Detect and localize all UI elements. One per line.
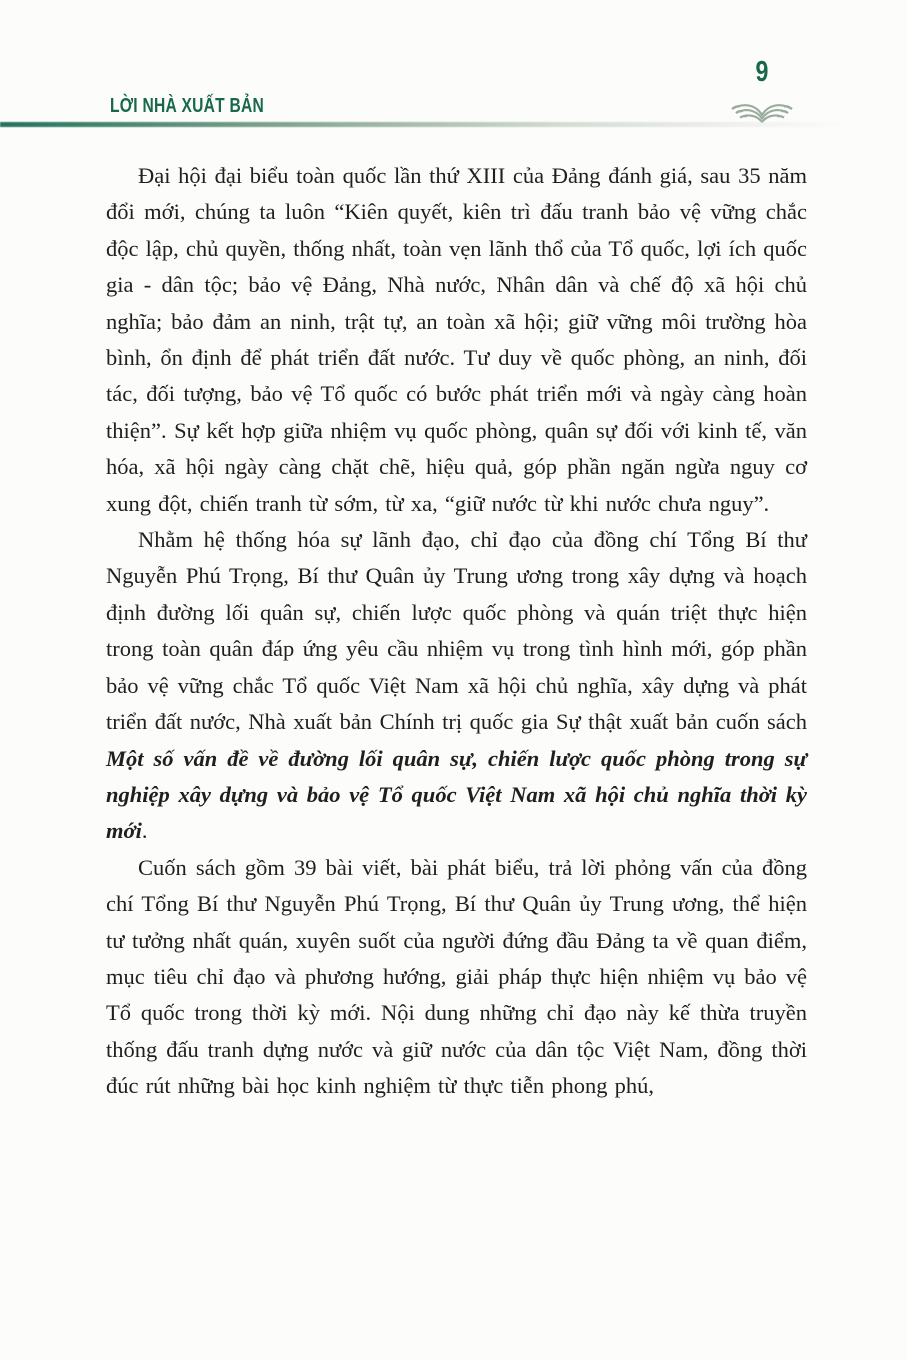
book-title: Một số vấn đề về đường lối quân sự, chiến lược quốc phòng trong sự nghiệp xây dựng và bảo vệ Tổ quốc Việt Nam xã hội chủ nghĩa thời kỳ mới — [106, 745, 807, 844]
page-body — [106, 158, 807, 1105]
page-number: 9 — [755, 56, 769, 88]
paragraph-1: Đại hội đại biểu toàn quốc lần thứ XIII của Đảng đánh giá, sau 35 năm đổi mới, chúng ta luôn “Kiên quyết, kiên trì đấu tranh bảo vệ vững chắc độc lập, chủ quyền, thống nhất, toàn vẹn lãnh thổ của Tổ quốc, lợi ích quốc gia - dân tộc; bảo vệ Đảng, Nhà nước, Nhân dân và chế độ xã hội chủ nghĩa; bảo đảm an ninh, trật tự, an toàn xã hội; giữ vững môi trường hòa bình, ổn định để phát triển đất nước. Tư duy về quốc phòng, an ninh, đối tác, đối tượng, bảo vệ Tổ quốc có bước phát triển mới và ngày càng hoàn thiện”. Sự kết hợp giữa nhiệm vụ quốc phòng, quân sự đối với kinh tế, văn hóa, xã hội ngày càng chặt chẽ, hiệu quả, góp phần ngăn ngừa nguy cơ xung đột, chiến tranh từ sớm, từ xa, “giữ nước từ khi nước chưa nguy”. — [106, 163, 807, 516]
paragraph-2-lead: Nhằm hệ thống hóa sự lãnh đạo, chỉ đạo của đồng chí Tổng Bí thư Nguyễn Phú Trọng, Bí thư Quân ủy Trung ương trong xây dựng và hoạch định đường lối quân sự, chiến lược quốc phòng và quán triệt thực hiện trong toàn quân đáp ứng yêu cầu nhiệm vụ trong tình hình mới, góp phần bảo vệ vững chắc Tổ quốc Việt Nam xã hội chủ nghĩa, xây dựng và phát triển đất nước, Nhà xuất bản Chính trị quốc gia Sự thật xuất bản cuốn sách — [106, 527, 807, 735]
section-title: LỜI NHÀ XUẤT BẢN — [110, 95, 264, 117]
paragraph-3: Cuốn sách gồm 39 bài viết, bài phát biểu, trả lời phỏng vấn của đồng chí Tổng Bí thư Nguyễn Phú Trọng, Bí thư Quân ủy Trung ương, thể hiện tư tưởng nhất quán, xuyên suốt của người đứng đầu Đảng ta về quan điểm, mục tiêu chỉ đạo và phương hướng, giải pháp thực hiện nhiệm vụ bảo vệ Tổ quốc trong thời kỳ mới. Nội dung những chỉ đạo này kế thừa truyền thống đấu tranh dựng nước và giữ nước của dân tộc Việt Nam, đồng thời đúc rút những bài học kinh nghiệm từ thực tiễn phong phú, — [106, 854, 807, 1099]
paragraph-2 — [106, 522, 807, 850]
paragraph-2-tail: . — [141, 818, 148, 844]
open-book-icon — [728, 92, 796, 124]
header-rule — [0, 122, 907, 127]
